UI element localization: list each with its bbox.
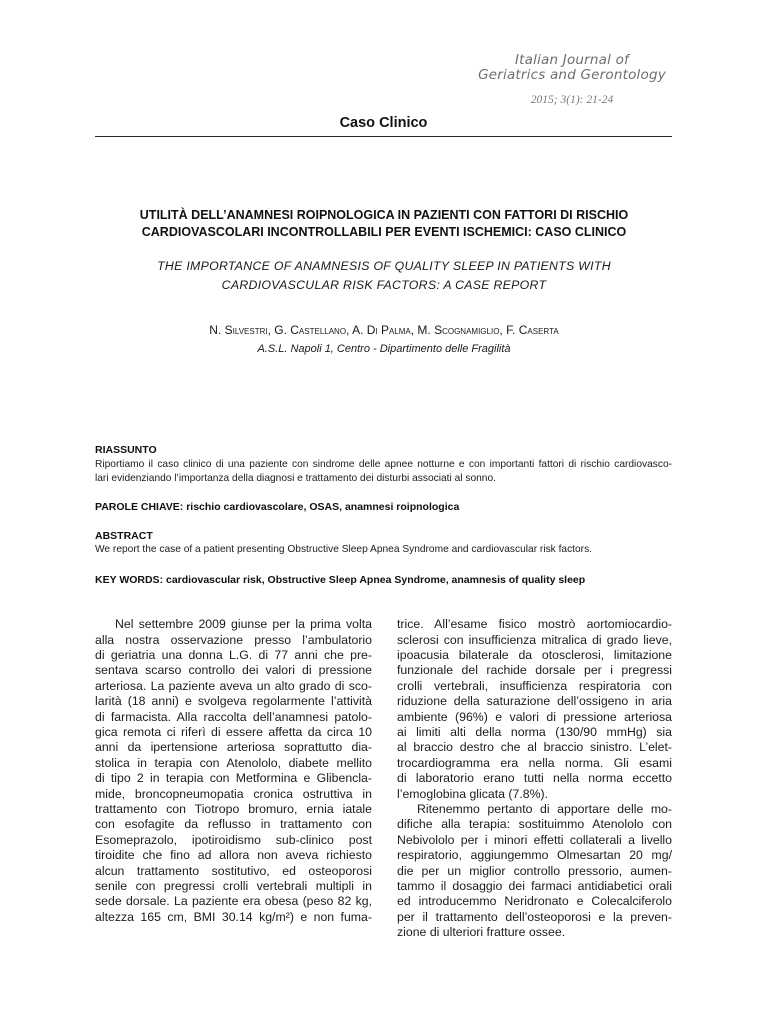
- body-line: zione di ulteriori fratture ossee.: [397, 925, 566, 940]
- body-line: Nel settembre 2009 giunse per la prima volta: [115, 617, 372, 632]
- body-line: alla nostra osservazione presso l’ambulatorio: [95, 632, 372, 647]
- body-line: Ritenemmo pertanto di apportare delle mo-: [417, 801, 672, 816]
- body-line: ed introducemmo Neridronato e Colecalciferolo: [397, 894, 672, 909]
- body-line: l’emoglobina glicata (7.8%).: [397, 786, 549, 801]
- abstract-text: We report the case of a patient presenting Obstructive Sleep Apnea Syndrome and cardiovascular risk factors.: [95, 544, 592, 555]
- title-english: [60, 257, 708, 295]
- riassunto-line: lari evidenziando l’importanza della diagnosi e trattamento dei disturbi associati al sonno.: [95, 473, 496, 484]
- body-line: al braccio destro che al braccio sinistro. L’elet-: [397, 740, 672, 755]
- body-line: tammo il dosaggio dei farmaci antidiabetici orali: [397, 878, 672, 893]
- journal-name-line: Geriatrics and Gerontology: [478, 67, 666, 83]
- body-line: ipoacusia bilaterale da otosclerosi, limitazione: [397, 648, 672, 663]
- body-column-left: [95, 617, 372, 925]
- riassunto-line: Riportiamo il caso clinico di una paziente con sindrome delle apnee notturne e con importanti fattori di rischio cardiovasco-: [95, 459, 672, 470]
- body-line: di laboratorio erano tutti nella norma eccetto: [397, 771, 672, 786]
- section-label: Caso Clinico: [339, 115, 428, 131]
- body-line: ambiente (96%) e valori di pressione arteriosa: [397, 709, 672, 724]
- body-line: larità (18 anni) e svolgeva regolarmente l’attività: [95, 694, 372, 709]
- title-english-line: CARDIOVASCULAR RISK FACTORS: A CASE REPORT: [221, 277, 547, 292]
- body-line: di tipo 2 in terapia con Metformina e Glibencla-: [95, 771, 372, 786]
- body-line: per il trattamento dell’osteoporosi e la preven-: [397, 909, 672, 924]
- body-line: riduzione della saturazione dell’ossigeno in aria: [397, 694, 672, 709]
- affiliation: A.S.L. Napoli 1, Centro - Dipartimento delle Fragilità: [257, 343, 511, 355]
- body-line: stolica in terapia con Atenololo, diabete mellito: [95, 755, 372, 770]
- body-line: ai limiti alti della norma (130/90 mmHg) sia: [397, 725, 672, 740]
- journal-citation: 2015; 3(1): 21-24: [530, 94, 614, 106]
- body-line: respiratorio, aggiungemmo Olmesartan 20 mg/: [397, 848, 672, 863]
- key-words-value: cardiovascular risk, Obstructive Sleep Apnea Syndrome, anamnesis of quality sleep: [165, 574, 586, 586]
- body-line: anni da ipertensione arteriosa soprattutto dia-: [95, 740, 372, 755]
- riassunto-heading: RIASSUNTO: [95, 444, 157, 456]
- key-words-label: KEY WORDS:: [95, 574, 164, 586]
- body-line: gica remota ci riferì di essere affetta da circa 10: [95, 725, 372, 740]
- title-italian: [60, 207, 708, 241]
- body-column-right: [397, 617, 672, 940]
- body-line: sede dorsale. La paziente era obesa (peso 82 kg,: [95, 894, 372, 909]
- parole-chiave-value: rischio cardiovascolare, OSAS, anamnesi roipnologica: [186, 501, 460, 513]
- body-line: funzionale del rachide dorsale per i pregressi: [397, 663, 672, 678]
- body-line: di farmacista. Alla raccolta dell’anamnesi patolo-: [95, 709, 372, 724]
- body-line: Nebivololo per i minori effetti collaterali a livello: [397, 832, 672, 847]
- body-line: altezza 165 cm, BMI 30.14 kg/m²) e non fuma-: [95, 909, 372, 924]
- body-line: Esomeprazolo, ipotiroidismo sub-clinico post: [95, 832, 372, 847]
- riassunto-text: [95, 458, 672, 486]
- abstract-text-block: [95, 543, 672, 557]
- body-line: trocardiogramma era nella norma. Gli esami: [397, 755, 672, 770]
- header-rule: [95, 136, 672, 138]
- body-line: alcun trattamento sostitutivo, ed osteoporosi: [95, 863, 372, 878]
- authors: N. Silvestri, G. Castellano, A. Di Palma, M. Scognamiglio, F. Caserta: [209, 323, 559, 337]
- journal-name-line: Italian Journal of: [515, 52, 629, 68]
- title-italian-line: CARDIOVASCOLARI INCONTROLLABILI PER EVENTI ISCHEMICI: CASO CLINICO: [141, 224, 627, 239]
- body-line: di geriatria una donna L.G. di 77 anni che pre-: [95, 648, 372, 663]
- body-line: sclerosi con insufficienza mitralica di grado lieve,: [397, 632, 672, 647]
- title-english-line: THE IMPORTANCE OF ANAMNESIS OF QUALITY SLEEP IN PATIENTS WITH: [157, 258, 611, 273]
- body-line: die per un miglior controllo pressorio, aumen-: [397, 863, 672, 878]
- body-line: difiche alla terapia: sostituimmo Atenololo con: [397, 817, 672, 832]
- body-line: tiroidite che fino ad allora non aveva richiesto: [95, 848, 372, 863]
- body-line: con esofagite da reflusso in trattamento con: [95, 817, 372, 832]
- parole-chiave: [95, 500, 459, 514]
- body-line: senile con pregressi crolli vertebrali multipli in: [95, 878, 372, 893]
- body-line: sentava scarso controllo dei valori di pressione: [95, 663, 372, 678]
- parole-chiave-label: PAROLE CHIAVE:: [95, 501, 184, 513]
- key-words: [95, 573, 585, 587]
- body-line: trattamento con Tiotropo bromuro, ernia iatale: [95, 801, 372, 816]
- body-line: trice. All’esame fisico mostrò aortomiocardio-: [397, 617, 672, 632]
- journal-name: [452, 53, 692, 83]
- body-line: mide, broncopneumopatia cronica ostruttiva in: [95, 786, 372, 801]
- abstract-heading: ABSTRACT: [95, 530, 153, 542]
- body-line: arteriosa. La paziente aveva un alto grado di sco-: [95, 678, 372, 693]
- title-italian-line: UTILITÀ DELL’ANAMNESI ROIPNOLOGICA IN PAZIENTI CON FATTORI DI RISCHIO: [139, 207, 629, 222]
- body-line: crolli vertebrali, insufficienza respiratoria con: [397, 678, 672, 693]
